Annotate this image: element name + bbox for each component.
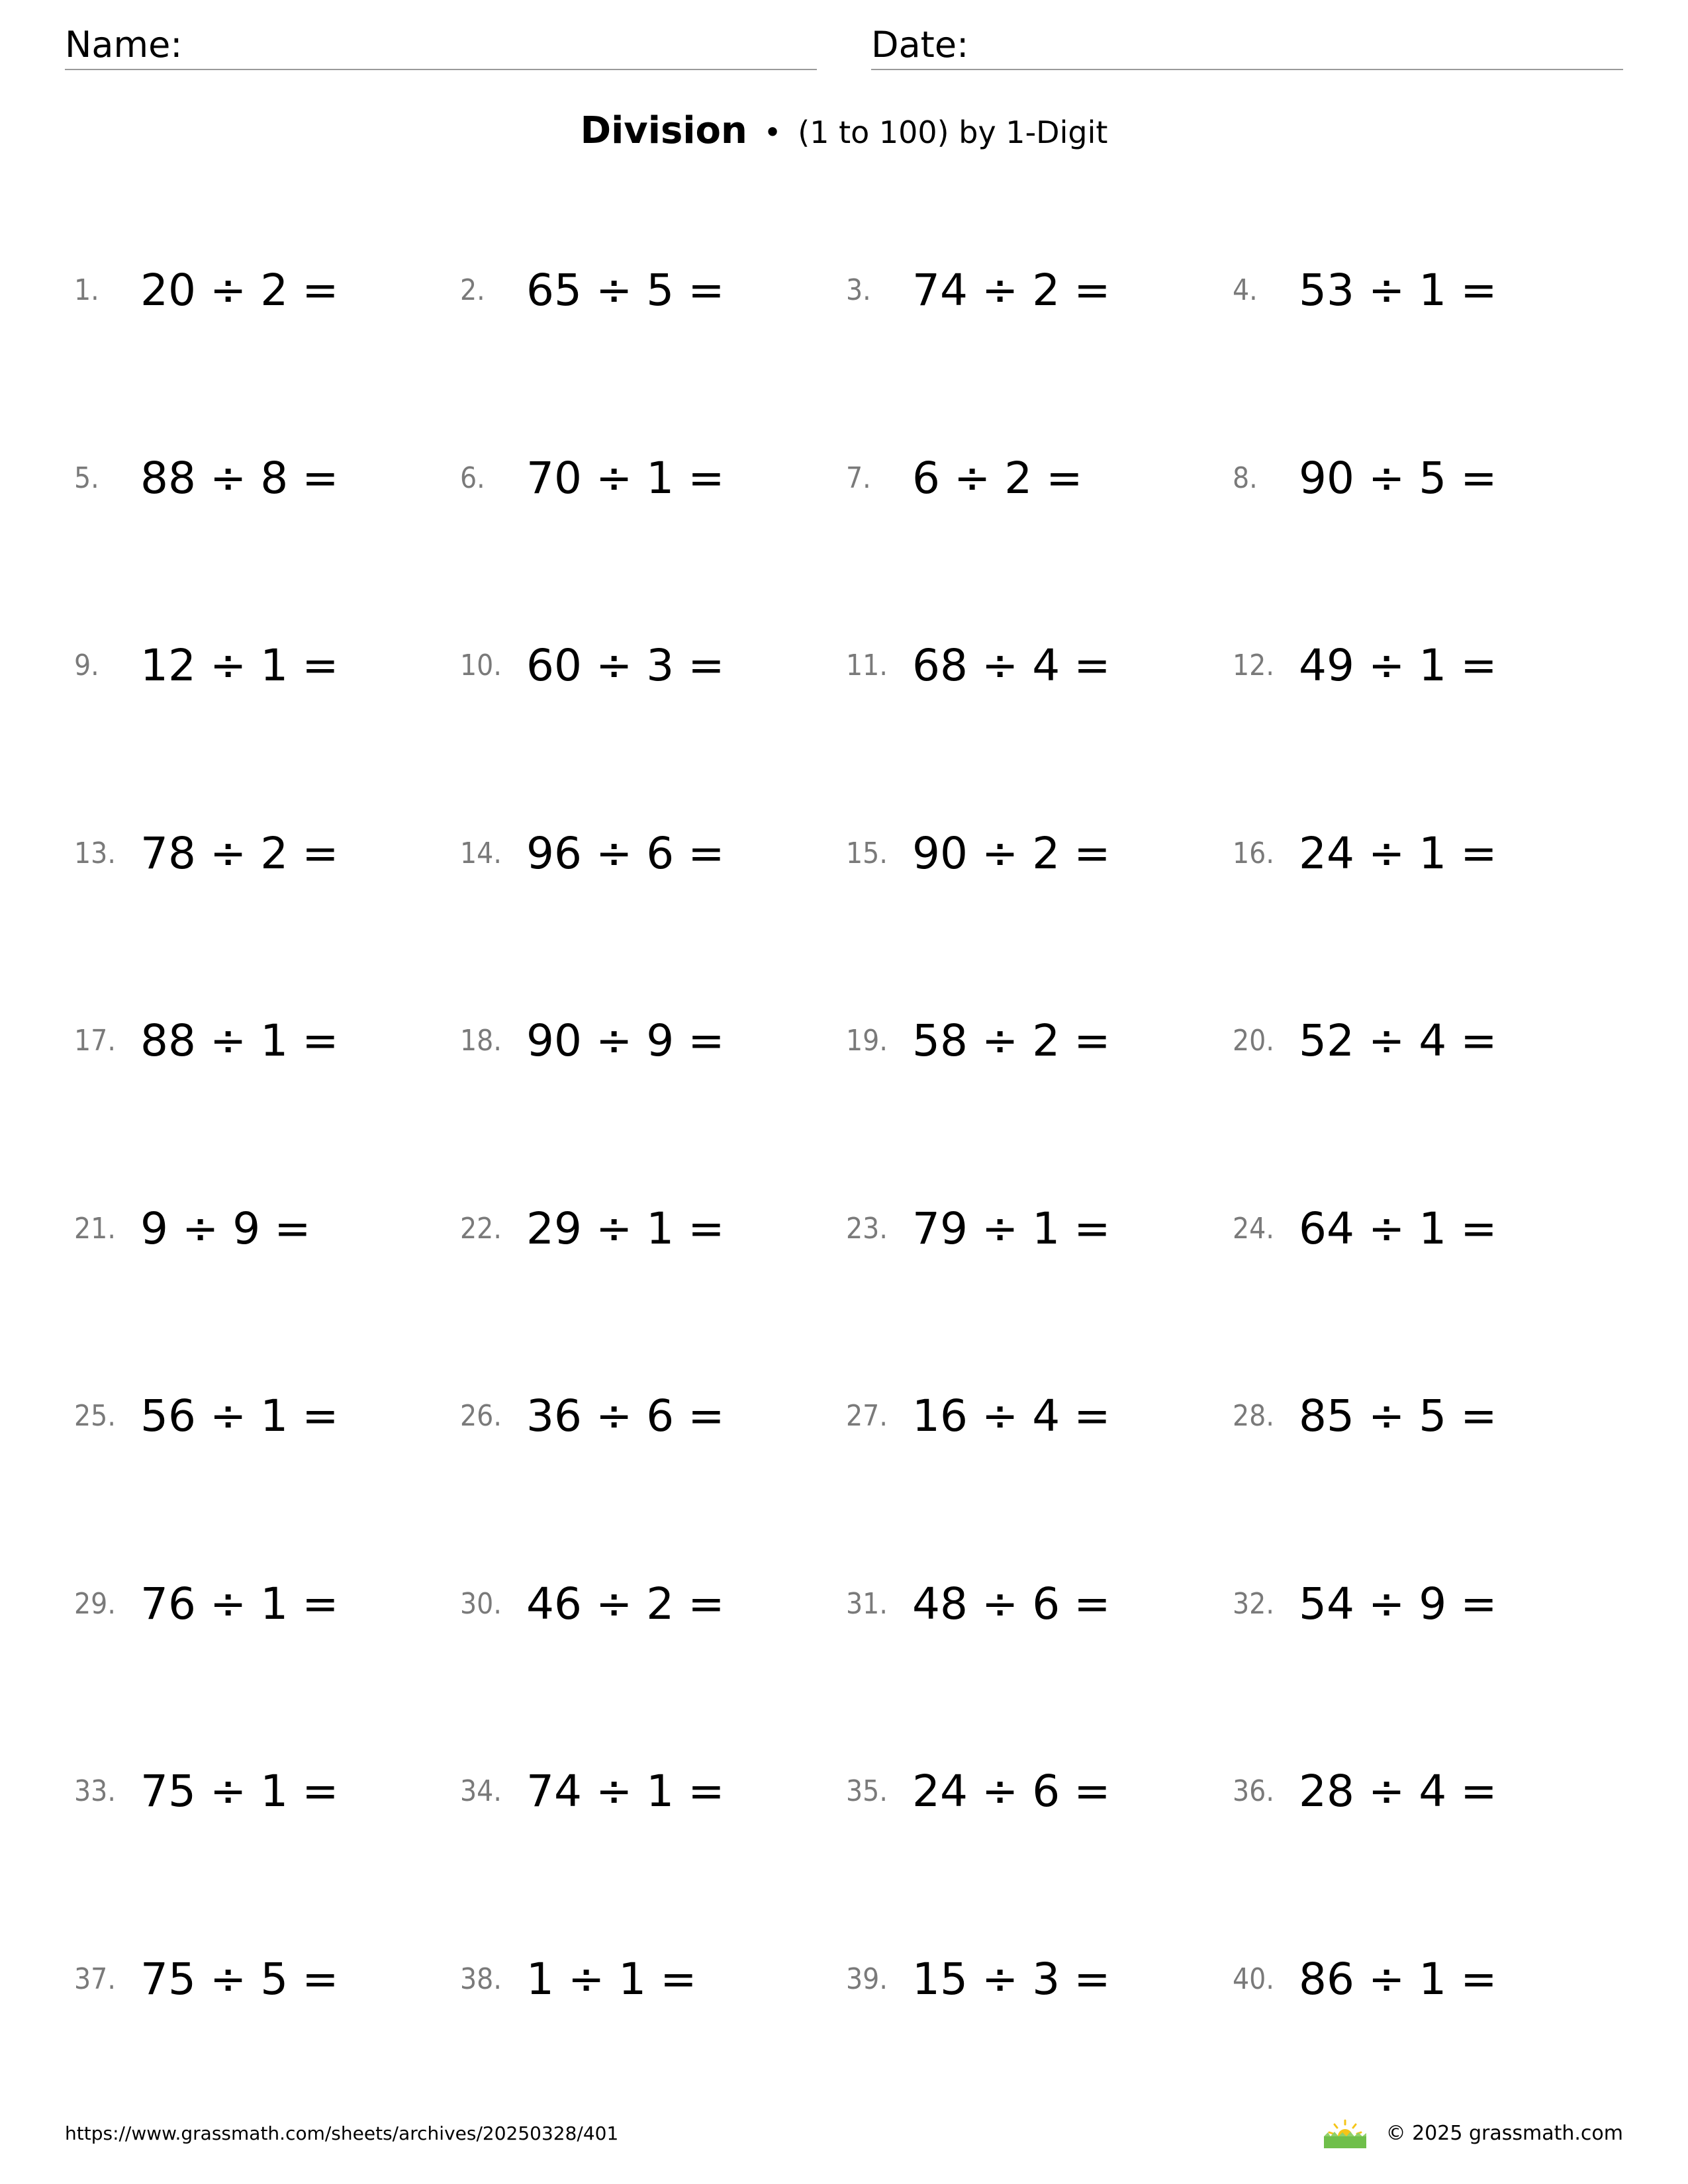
problem-number: 21. (74, 1212, 116, 1246)
problem-expression: 9 ÷ 9 = (140, 1203, 311, 1254)
problem-number: 5. (74, 461, 99, 495)
problem-expression: 90 ÷ 2 = (912, 828, 1111, 879)
problem-expression: 64 ÷ 1 = (1299, 1203, 1497, 1254)
problem-number: 24. (1233, 1212, 1274, 1246)
problem-expression: 54 ÷ 9 = (1299, 1578, 1497, 1629)
problem-item (74, 1005, 458, 1077)
problem-item (74, 1755, 458, 1828)
footer-copyright: © 2025 grassmath.com (1385, 2122, 1623, 2145)
problem-number: 37. (74, 1962, 116, 1996)
problem-expression: 49 ÷ 1 = (1299, 640, 1497, 691)
problem-item (1233, 254, 1617, 327)
problem-number: 19. (846, 1024, 888, 1058)
problem-expression: 75 ÷ 5 = (140, 1954, 339, 2005)
problem-item (846, 1005, 1230, 1077)
problem-expression: 24 ÷ 6 = (912, 1766, 1111, 1817)
problem-item (74, 1943, 458, 2016)
problem-number: 29. (74, 1587, 116, 1621)
problem-item (846, 1755, 1230, 1828)
problem-number: 26. (460, 1399, 502, 1433)
footer-url: https://www.grassmath.com/sheets/archives/20250328/401 (65, 2122, 619, 2144)
problem-number: 35. (846, 1774, 888, 1808)
problem-expression: 74 ÷ 2 = (912, 265, 1111, 316)
problem-number: 23. (846, 1212, 888, 1246)
problem-number: 3. (846, 273, 871, 307)
problem-expression: 24 ÷ 1 = (1299, 828, 1497, 879)
problem-number: 40. (1233, 1962, 1274, 1996)
problem-expression: 96 ÷ 6 = (526, 828, 725, 879)
problem-item (1233, 1943, 1617, 2016)
problem-expression: 28 ÷ 4 = (1299, 1766, 1497, 1817)
problem-expression: 12 ÷ 1 = (140, 640, 339, 691)
problem-expression: 6 ÷ 2 = (912, 453, 1083, 504)
problem-number: 38. (460, 1962, 502, 1996)
problem-expression: 36 ÷ 6 = (526, 1390, 725, 1441)
problem-item (1233, 1755, 1617, 1828)
date-label: Date: (871, 24, 969, 66)
problem-expression: 29 ÷ 1 = (526, 1203, 725, 1254)
problem-number: 30. (460, 1587, 502, 1621)
problem-item (846, 442, 1230, 515)
problem-expression: 60 ÷ 3 = (526, 640, 725, 691)
problem-number: 12. (1233, 649, 1274, 682)
title-separator: • (763, 114, 782, 150)
problem-number: 32. (1233, 1587, 1274, 1621)
problem-item (74, 629, 458, 702)
problem-item (846, 1380, 1230, 1453)
problem-expression: 48 ÷ 6 = (912, 1578, 1111, 1629)
problem-number: 31. (846, 1587, 888, 1621)
problem-item (460, 1005, 844, 1077)
problem-item (846, 1193, 1230, 1265)
problem-expression: 65 ÷ 5 = (526, 265, 725, 316)
problem-number: 8. (1233, 461, 1258, 495)
problem-number: 11. (846, 649, 888, 682)
problem-number: 36. (1233, 1774, 1274, 1808)
problem-expression: 88 ÷ 1 = (140, 1015, 339, 1066)
problem-expression: 68 ÷ 4 = (912, 640, 1111, 691)
footer-brand (1321, 2115, 1623, 2152)
problem-item (74, 254, 458, 327)
problem-number: 14. (460, 837, 502, 870)
title-subtitle: (1 to 100) by 1-Digit (798, 114, 1108, 150)
title-main: Division (580, 109, 747, 152)
problem-number: 22. (460, 1212, 502, 1246)
problem-item (74, 1380, 458, 1453)
problem-item (1233, 817, 1617, 890)
problem-item (460, 1943, 844, 2016)
problem-number: 1. (74, 273, 99, 307)
problem-item (1233, 629, 1617, 702)
problem-expression: 90 ÷ 9 = (526, 1015, 725, 1066)
problem-item (846, 1943, 1230, 2016)
problem-item (1233, 1005, 1617, 1077)
problem-expression: 46 ÷ 2 = (526, 1578, 725, 1629)
problem-number: 16. (1233, 837, 1274, 870)
name-label: Name: (65, 24, 183, 66)
problem-item (460, 1193, 844, 1265)
problem-item (846, 629, 1230, 702)
problem-number: 13. (74, 837, 116, 870)
problem-expression: 52 ÷ 4 = (1299, 1015, 1497, 1066)
problem-expression: 70 ÷ 1 = (526, 453, 725, 504)
problem-number: 7. (846, 461, 871, 495)
problem-item (846, 1568, 1230, 1641)
sun-over-grass-icon (1321, 2118, 1369, 2150)
problem-expression: 90 ÷ 5 = (1299, 453, 1497, 504)
problem-number: 18. (460, 1024, 502, 1058)
problem-expression: 20 ÷ 2 = (140, 265, 339, 316)
problem-number: 2. (460, 273, 485, 307)
problem-expression: 16 ÷ 4 = (912, 1390, 1111, 1441)
problem-number: 28. (1233, 1399, 1274, 1433)
problem-number: 10. (460, 649, 502, 682)
problem-expression: 86 ÷ 1 = (1299, 1954, 1497, 2005)
problem-number: 15. (846, 837, 888, 870)
problem-number: 4. (1233, 273, 1258, 307)
problem-expression: 58 ÷ 2 = (912, 1015, 1111, 1066)
problem-item (460, 629, 844, 702)
problem-expression: 75 ÷ 1 = (140, 1766, 339, 1817)
problem-expression: 15 ÷ 3 = (912, 1954, 1111, 2005)
problem-item (460, 254, 844, 327)
problem-number: 17. (74, 1024, 116, 1058)
problem-item (74, 442, 458, 515)
problem-item (460, 817, 844, 890)
problem-number: 27. (846, 1399, 888, 1433)
problem-expression: 79 ÷ 1 = (912, 1203, 1111, 1254)
problem-item (460, 1755, 844, 1828)
problem-number: 33. (74, 1774, 116, 1808)
problem-item (846, 254, 1230, 327)
problem-expression: 76 ÷ 1 = (140, 1578, 339, 1629)
problem-item (74, 1193, 458, 1265)
problem-item (460, 1568, 844, 1641)
problem-number: 25. (74, 1399, 116, 1433)
problem-item (1233, 1380, 1617, 1453)
problem-expression: 74 ÷ 1 = (526, 1766, 725, 1817)
problem-number: 20. (1233, 1024, 1274, 1058)
problem-item (460, 442, 844, 515)
problem-number: 6. (460, 461, 485, 495)
problem-number: 34. (460, 1774, 502, 1808)
problem-expression: 88 ÷ 8 = (140, 453, 339, 504)
problem-expression: 78 ÷ 2 = (140, 828, 339, 879)
problem-item (1233, 1193, 1617, 1265)
problem-item (74, 1568, 458, 1641)
problem-expression: 1 ÷ 1 = (526, 1954, 697, 2005)
problem-number: 39. (846, 1962, 888, 1996)
problem-expression: 53 ÷ 1 = (1299, 265, 1497, 316)
problem-expression: 85 ÷ 5 = (1299, 1390, 1497, 1441)
problem-expression: 56 ÷ 1 = (140, 1390, 339, 1441)
problem-item (1233, 442, 1617, 515)
problem-item (460, 1380, 844, 1453)
problem-item (1233, 1568, 1617, 1641)
problem-number: 9. (74, 649, 99, 682)
problem-item (846, 817, 1230, 890)
problem-item (74, 817, 458, 890)
